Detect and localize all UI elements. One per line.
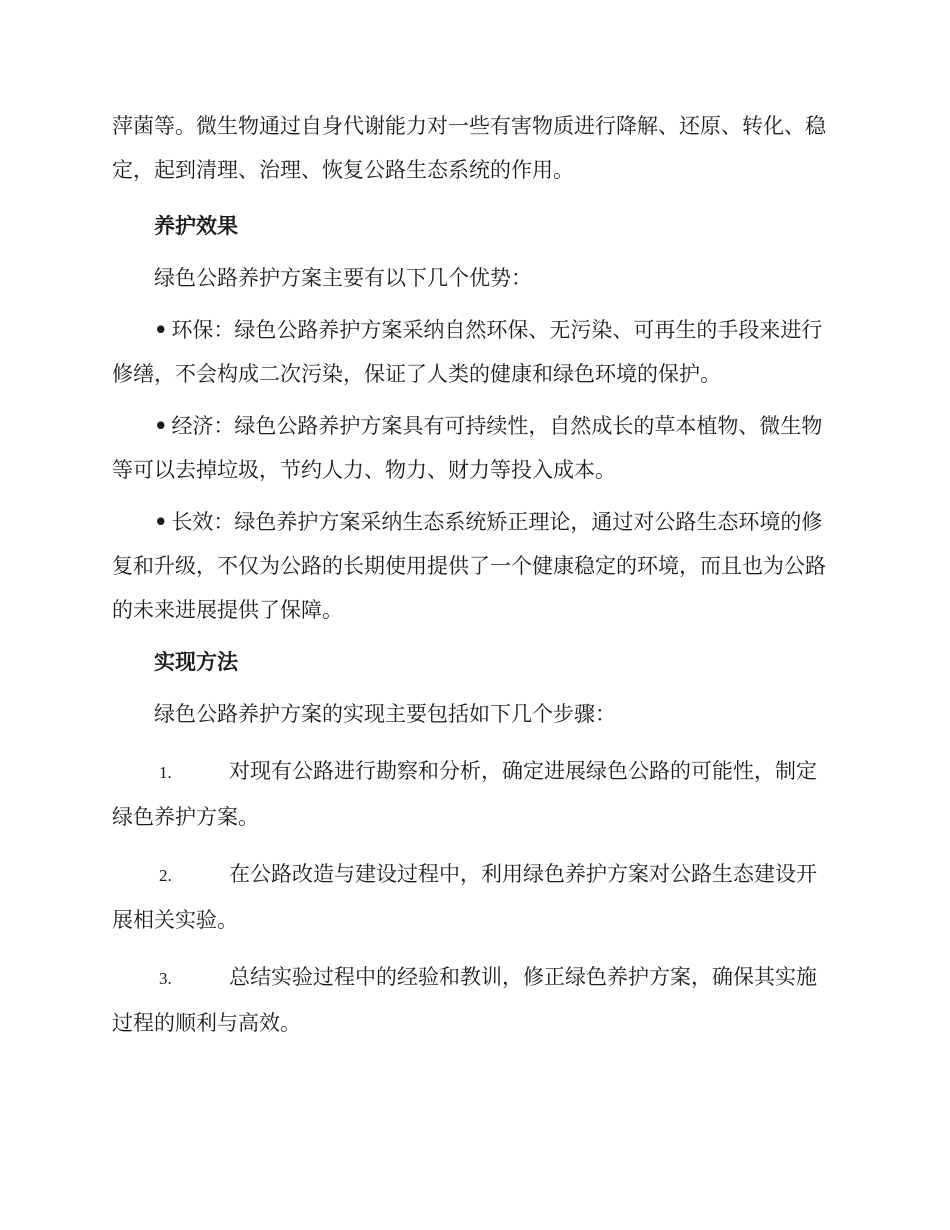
bullet-item [112, 500, 834, 632]
step-item [112, 852, 834, 942]
step-item [112, 749, 834, 839]
section-heading-implementation: 实现方法 [154, 650, 238, 674]
step-text: 在公路改造与建设过程中，利用绿色养护方案对公路生态建设开展相关实验。 [112, 862, 817, 932]
bullet-text: 经济：绿色公路养护方案具有可持续性，自然成长的草本植物、微生物等可以去掉垃圾，节约人力、物力、财力等投入成本。 [112, 414, 823, 482]
section1-lead: 绿色公路养护方案主要有以下几个优势： [154, 266, 532, 290]
bullet-item [112, 308, 834, 396]
document-page [112, 104, 834, 1045]
bullet-dot: • [154, 413, 168, 438]
step-item [112, 955, 834, 1045]
section-heading-maintenance-effect: 养护效果 [154, 214, 238, 238]
step-text: 总结实验过程中的经验和教训，修正绿色养护方案，确保其实施过程的顺利与高效。 [112, 965, 817, 1035]
bullet-text: 长效：绿色养护方案采纳生态系统矫正理论，通过对公路生态环境的修复和升级，不仅为公路的长期使用提供了一个健康稳定的环境，而且也为公路的未来进展提供了保障。 [112, 510, 826, 622]
bullet-item [112, 404, 834, 492]
bullet-dot: • [154, 317, 168, 342]
bullet-text: 环保：绿色公路养护方案采纳自然环保、无污染、可再生的手段来进行修缮，不会构成二次污染，保证了人类的健康和绿色环境的保护。 [112, 318, 823, 386]
section2-lead: 绿色公路养护方案的实现主要包括如下几个步骤： [154, 702, 616, 726]
step-number: 2. [159, 866, 172, 885]
step-number: 1. [159, 763, 172, 782]
bullet-dot: • [154, 509, 168, 534]
step-text: 对现有公路进行勘察和分析，确定进展绿色公路的可能性，制定绿色养护方案。 [112, 759, 817, 829]
step-number: 3. [159, 969, 172, 988]
intro-paragraph: 萍菌等。微生物通过自身代谢能力对一些有害物质进行降解、还原、转化、稳定，起到清理、治理、恢复公路生态系统的作用。 [112, 114, 826, 182]
